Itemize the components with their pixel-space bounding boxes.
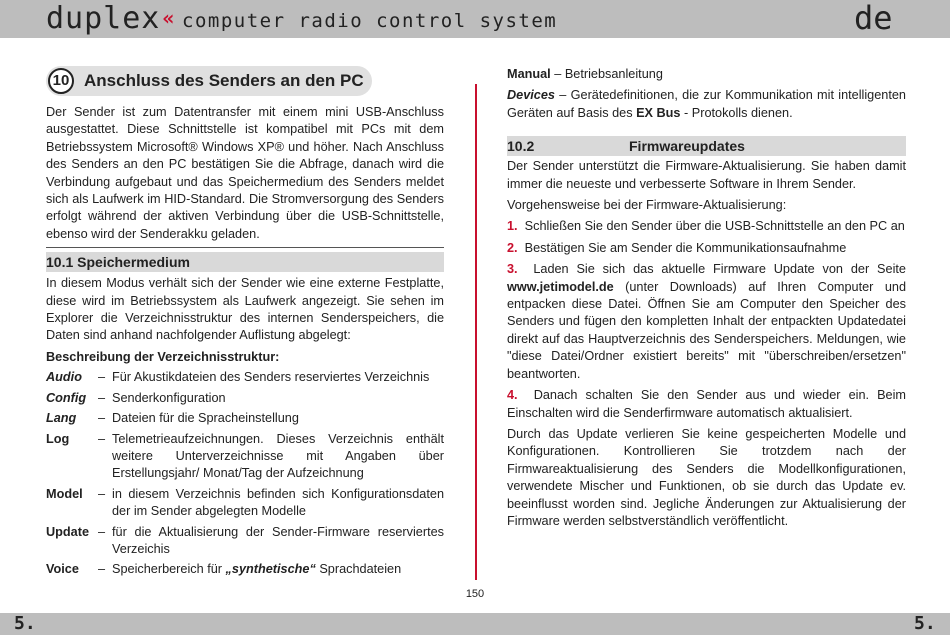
dir-dash: – [98,431,106,446]
dir-description: Senderkonfiguration [112,390,226,405]
brand-chevrons: « [162,6,169,30]
chapter-heading [46,66,372,96]
dir-description: Dateien für die Spracheinstellung [112,411,299,426]
dir-row-config [46,390,444,407]
right-column [507,66,906,530]
dir-row-lang [46,410,444,427]
manual-line: Manual – Betriebsanleitung [507,67,663,81]
dir-dash: – [98,524,106,539]
corner-mark-right: 5. [914,613,936,634]
column-divider [475,84,477,580]
firmware-outro: Durch das Update verlieren Sie keine gespeicherten Modelle und Konfigurationen. Kontrollieren Sie trotzdem nach der Firmwareaktualisierung des Senders die Modellkonfigurationen, verwendete Mischer und Funktionen, ob sie durch das Update ev. beeinflusst worden sind. Jegliche Änderungen zur Aktualisierung der Firmware werden selbstverständlich veröffentlicht. [507,426,906,528]
dir-dash: – [98,370,106,385]
dir-dash: – [98,486,106,501]
dir-name: Update [46,524,89,539]
directory-heading: Beschreibung der Verzeichnisstruktur: [46,349,280,364]
dir-row-log [46,431,444,483]
chapter-title: Anschluss des Senders an den PC [84,71,364,91]
dir-dash: – [98,562,106,577]
procedure-heading: Vorgehensweise bei der Firmware-Aktualisierung: [507,198,787,213]
dir-name: Lang [46,411,77,426]
dir-description: in diesem Verzeichnis befinden sich Konfigurationsdaten der im Sender abgelegten Modelle [112,486,444,519]
dir-dash: – [98,390,106,405]
dir-description: für die Aktualisierung der Sender-Firmware reserviertes Verzeichis [112,524,444,556]
dir-name: Voice [46,562,79,577]
section-paragraph: In diesem Modus verhält sich der Sender wie eine externe Festplatte, diese wird im Betriebssystem als Laufwerk angezeigt. Sie sehen im Explorer die Verzeichnisstruktur des internen Senderspeichers, die Daten sind anhand nachfolgender Auflistung abgelegt: [46,276,444,343]
brand-logo: duplex « [46,1,169,36]
step-1: 1. Schließen Sie den Sender über die USB-Schnittstelle an den PC an [507,219,905,234]
dir-description: Telemetrieaufzeichnungen. Dieses Verzeichnis enthält weitere Unterverzeichnisse mit Angaben über Erstellungsjahr/ Monat/Tag der Aufzeichnung [112,431,444,481]
dir-row-voice [46,561,444,578]
chapter-number: 10 [48,68,74,94]
section-heading-10-2: 10.2 Firmwareupdates [507,136,906,156]
divider [46,247,444,248]
dir-name: Audio [46,370,82,385]
step-2: 2. Bestätigen Sie am Sender die Kommunikationsaufnahme [507,240,847,255]
page-number: 150 [465,588,485,600]
step-3: 3. Laden Sie sich das aktuelle Firmware Update von der Seite www.jetimodel.de (unter Downloads) auf Ihren Computer und entpacken diese Datei. Öffnen Sie am Computer den Speicher des Senders und fügen den kompletten Inhalt der entpackten Updatedatei direkt auf das Hauptverzeichnis des Senderspeichers. Meldungen, wie "diese Datei/Ordner existiert bereits" mit "überschreiben/ersetzen" beantworten. [507,262,906,381]
dir-name: Config [46,390,87,405]
step-4: 4. Danach schalten Sie den Sender aus und wieder ein. Beim Einschalten wird die Senderfirmware automatisch aktualisiert. [507,388,906,420]
section-heading-10-1: 10.1 Speichermedium [46,252,444,272]
dir-row-model [46,486,444,521]
dir-dash: – [98,411,106,426]
dir-row-update [46,524,444,559]
dir-name: Log [46,431,70,446]
dir-description: Speicherbereich für „synthetische“ Sprachdateien [112,562,402,577]
intro-paragraph: Der Sender ist zum Datentransfer mit einem mini USB-Anschluss ausgestattet. Diese Schnittstelle ist kompatibel mit PCs mit dem Betriebssystem Microsoft® Windows XP® und höher. Nach Anschluss des Senders an den PC bestätigen Sie die Abfrage, danach wird die Verbindung aufgebaut und das Speichermedium des Senders meldet sich als Laufwerk im HID-Standard. Die Stromversorgung des Senders erfolgt während der aktiven Verbindung über die USB-Schnittstelle, ebenso wird der Senderakku geladen. [46,105,444,241]
header-bar [0,0,950,38]
left-column [46,66,444,579]
jetimodel-link: www.jetimodel.de [507,279,614,294]
firmware-intro: Der Sender unterstützt die Firmware-Aktualisierung. Sie haben damit immer die neueste und verbesserte Software in Ihrem Sender. [507,159,906,191]
footer-bar [0,613,950,635]
corner-mark-left: 5. [14,613,36,634]
header-subtitle: computer radio control system [182,10,558,32]
devices-line: Devices – Gerätedefinitionen, die zur Kommunikation mit intelligenten Geräten auf Basis des EX Bus - Protokolls dienen. [507,88,906,120]
dir-description: Für Akustikdateien des Senders reserviertes Verzeichnis [112,370,430,385]
dir-name: Model [46,486,83,501]
dir-row-audio [46,369,444,386]
language-code: de [854,0,893,37]
